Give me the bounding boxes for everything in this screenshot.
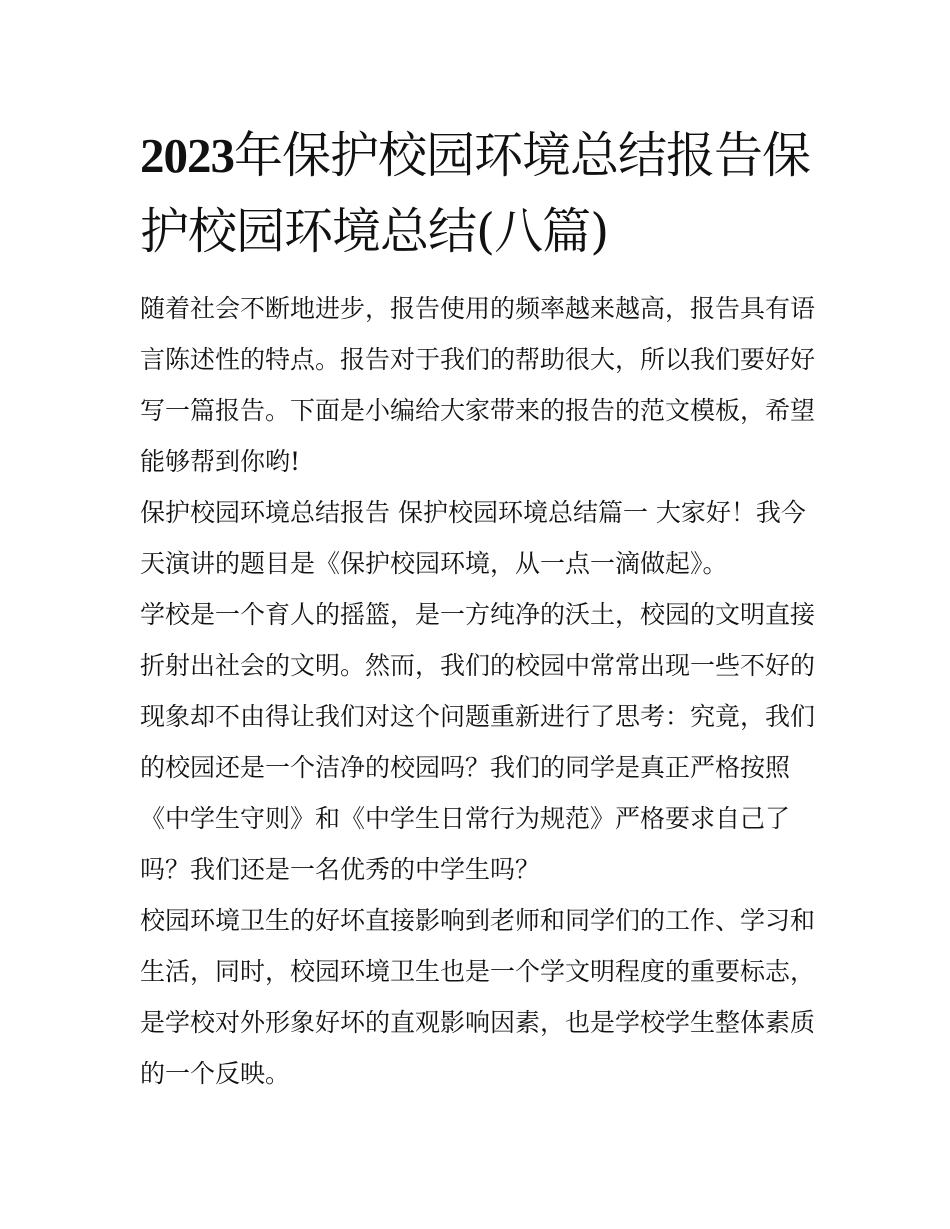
title-year: 2023 — [140, 128, 234, 183]
paragraph-speech-opening: 保护校园环境总结报告 保护校园环境总结篇一 大家好！我今天演讲的题目是《保护校园环境，从一点一滴做起》。 — [140, 498, 806, 578]
paragraph-school-civilization: 学校是一个育人的摇篮，是一方纯净的沃土，校园的文明直接折射出社会的文明。然而，我们的校园中常常出现一些不好的现象却不由得让我们对这个问题重新进行了思考：究竟，我们的校园还是一个洁净的校园吗？我们的同学是真正严格按照《中学生守则》和《中学生日常行为规范》严格要求自己了吗？我们还是一名优秀的中学生吗？ — [140, 600, 816, 884]
title-text: 年保护校园环境总结报告保护校园环境总结(八篇) — [140, 127, 811, 260]
document-body — [140, 283, 820, 1099]
document-title — [140, 118, 820, 270]
paragraph-intro: 随着社会不断地进步，报告使用的频率越来越高，报告具有语言陈述性的特点。报告对于我们的帮助很大，所以我们要好好写一篇报告。下面是小编给大家带来的报告的范文模板，希望能够帮到你哟! — [140, 294, 816, 476]
paragraph-environment-hygiene: 校园环境卫生的好坏直接影响到老师和同学们的工作、学习和生活，同时，校园环境卫生也是一个学文明程度的重要标志，是学校对外形象好坏的直观影响因素，也是学校学生整体素质的一个反映。 — [140, 906, 816, 1088]
